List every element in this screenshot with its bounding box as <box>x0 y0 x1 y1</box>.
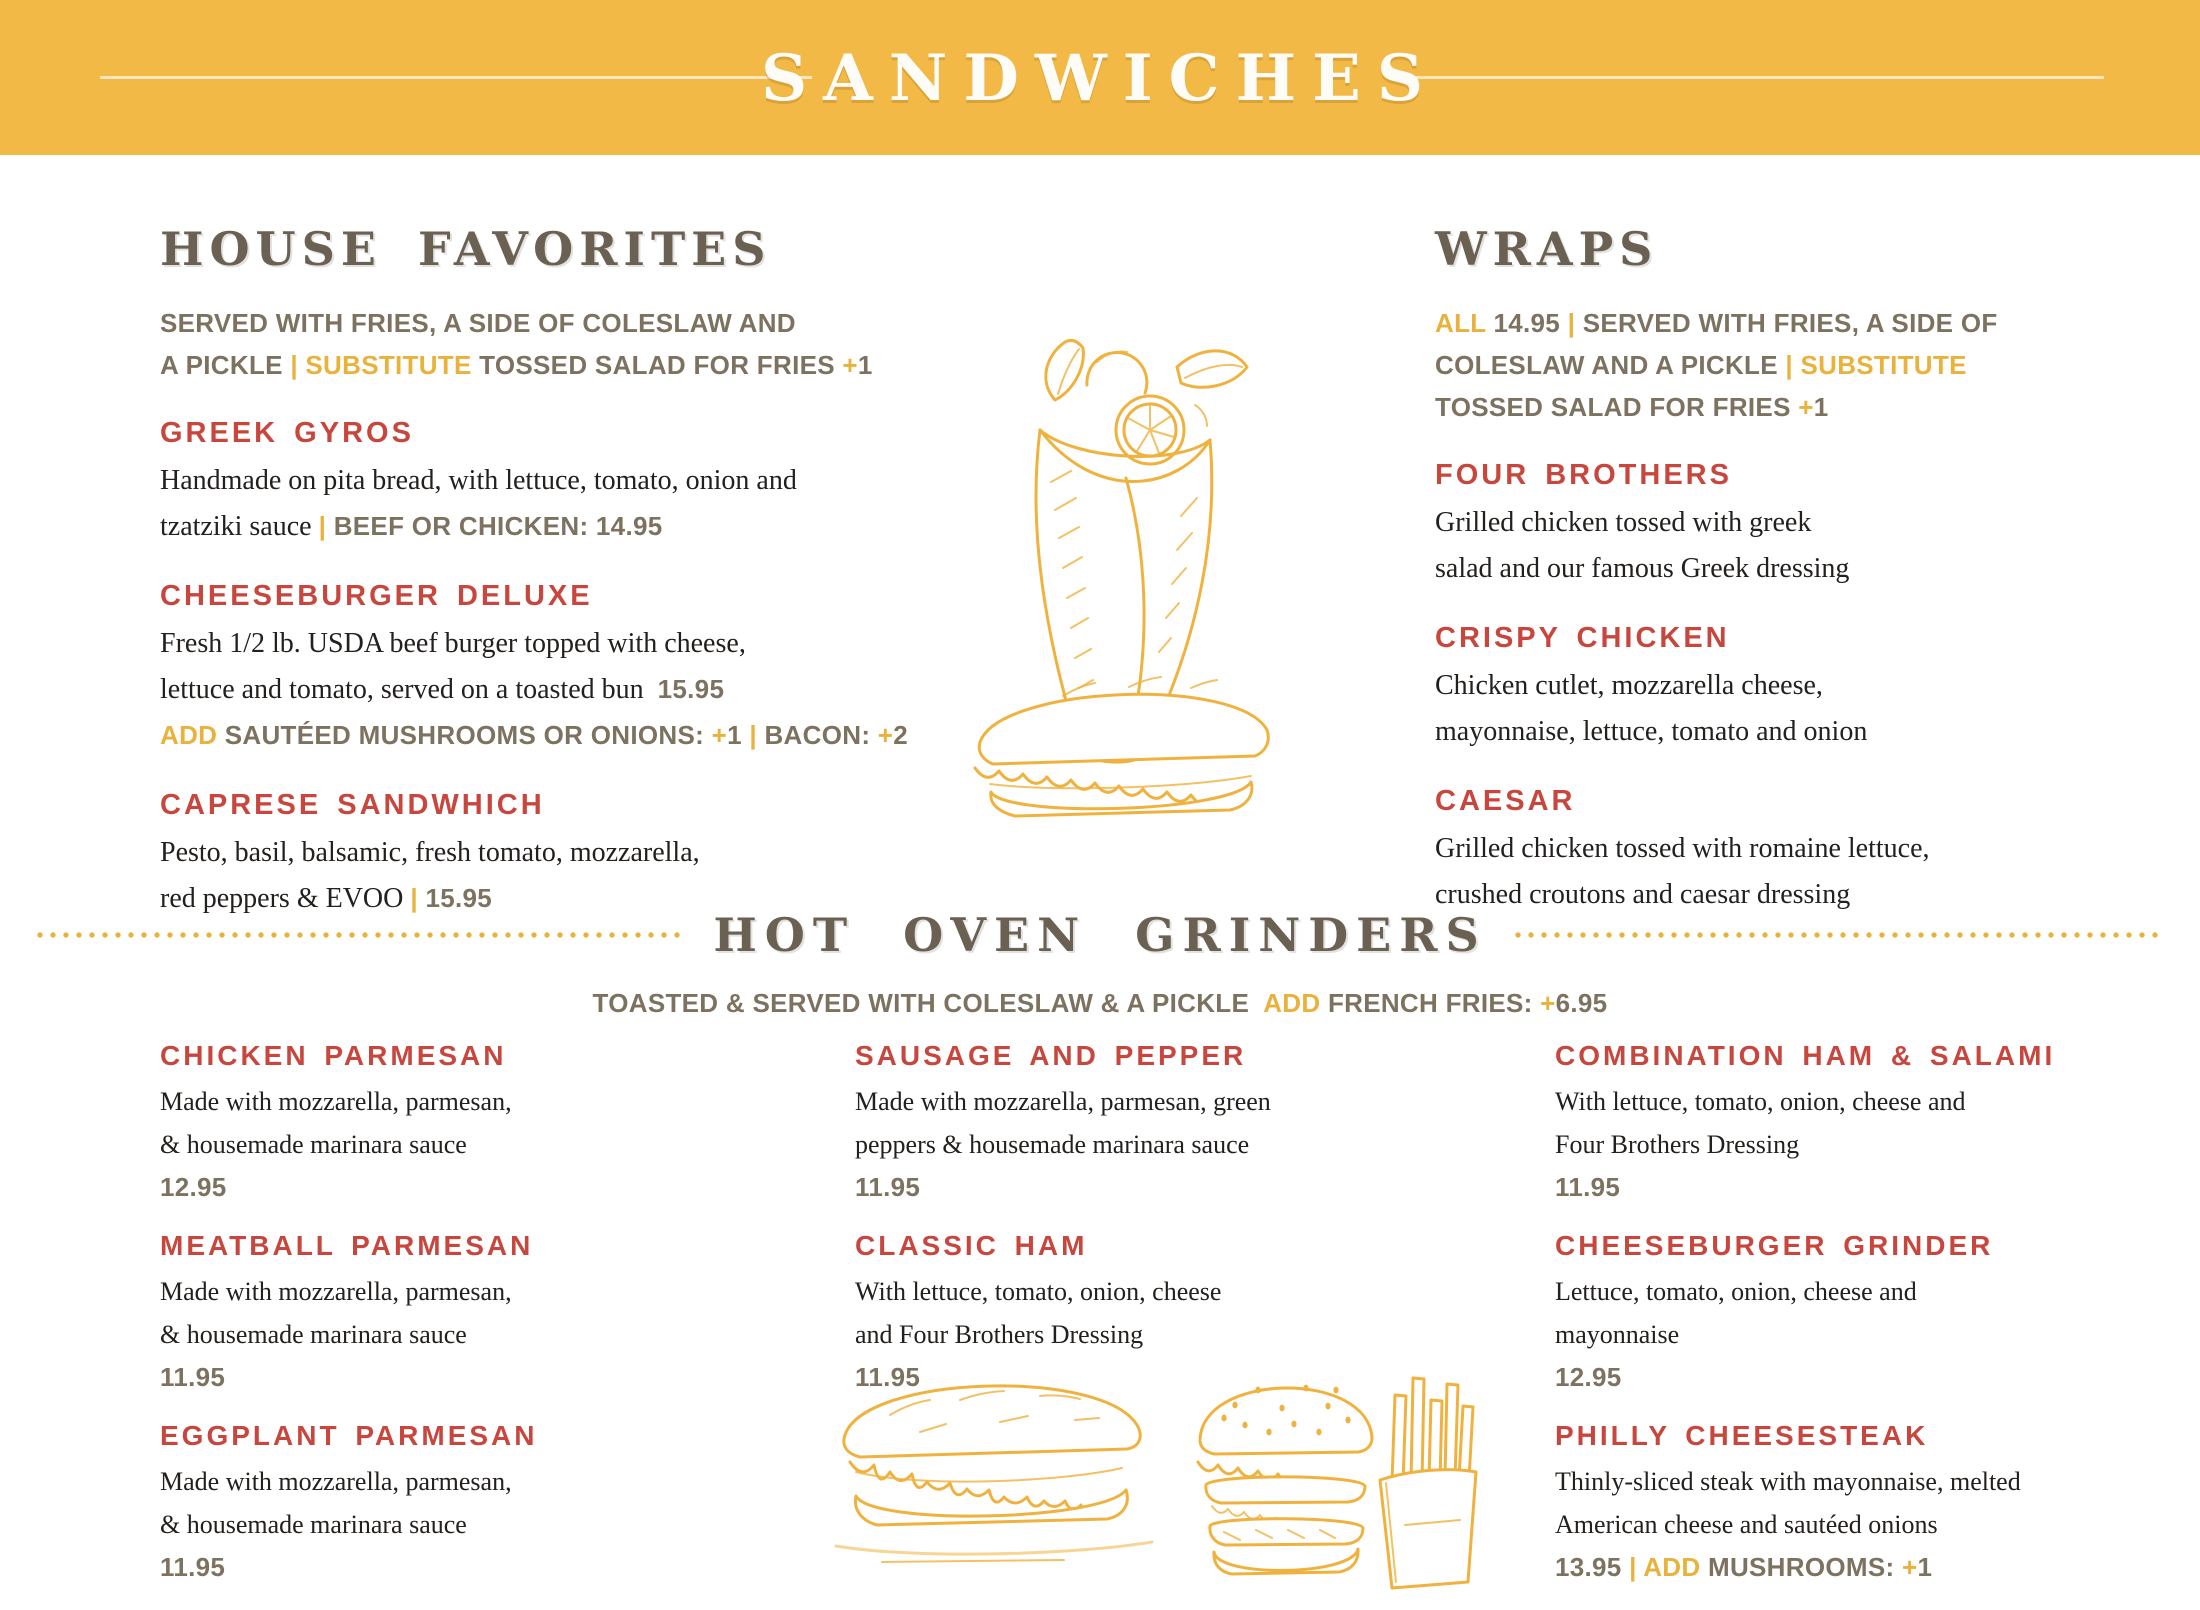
item-cheeseburger-deluxe <box>160 579 930 758</box>
sub-under-wrap-sketch <box>975 677 1268 816</box>
item-philly-cheesesteak <box>1555 1420 2175 1588</box>
section-house-favorites <box>160 222 930 921</box>
cheesesteak-sub-sketch-icon <box>836 1386 1152 1562</box>
item-name: COMBINATION HAM & SALAMI <box>1555 1040 2056 1071</box>
item-description: Handmade on pita bread, with lettuce, tomato, onion and tzatziki sauce | BEEF OR CHICKEN: 14.95 <box>160 465 797 542</box>
item-name: CRISPY CHICKEN <box>1435 622 1730 654</box>
section-wraps <box>1435 222 2135 917</box>
wrap-and-sub-illustration <box>945 310 1305 825</box>
dotted-rule-right <box>1515 932 2163 938</box>
item-name: CLASSIC HAM <box>855 1230 1088 1261</box>
wrap-sketch-icon <box>945 310 1305 825</box>
item-caprese-sandwhich <box>160 788 930 921</box>
page-title: SANDWICHES <box>760 41 1440 116</box>
item-description: With lettuce, tomato, onion, cheese and Four Brothers Dressing 11.95 <box>1555 1087 1966 1202</box>
banner <box>0 0 2200 155</box>
item-description: Lettuce, tomato, onion, cheese and mayonnaise 12.95 <box>1555 1277 1917 1392</box>
item-name: CAESAR <box>1435 785 1576 817</box>
item-description: Grilled chicken tossed with greek salad and our famous Greek dressing <box>1435 507 1850 584</box>
item-name: CHEESEBURGER GRINDER <box>1555 1230 1994 1261</box>
wraps-title: WRAPS <box>1435 222 1659 276</box>
item-description: Made with mozzarella, parmesan, & housemade marinara sauce 11.95 <box>160 1277 512 1392</box>
item-name: EGGPLANT PARMESAN <box>160 1420 538 1451</box>
item-sausage-and-pepper <box>855 1040 1505 1208</box>
grinders-column-3 <box>1555 1040 2175 1610</box>
grinders-column-1 <box>160 1040 800 1610</box>
grinders-title: HOT OVEN GRINDERS <box>713 908 1487 962</box>
sub-burger-fries-illustration <box>820 1320 1480 1599</box>
wrap-filling-sketch <box>1046 340 1247 464</box>
item-crispy-chicken <box>1435 621 2135 754</box>
item-name: CHICKEN PARMESAN <box>160 1040 507 1071</box>
bottom-sketch-icon <box>820 1320 1480 1599</box>
item-four-brothers <box>1435 458 2135 591</box>
item-description: Pesto, basil, balsamic, fresh tomato, mozzarella, red peppers & EVOO | 15.95 <box>160 837 700 914</box>
item-description: With lettuce, tomato, onion, cheese and Four Brothers Dressing 11.95 <box>855 1277 1222 1392</box>
item-name: FOUR BROTHERS <box>1435 459 1732 491</box>
item-description: Chicken cutlet, mozzarella cheese, mayonnaise, lettuce, tomato and onion <box>1435 670 1868 747</box>
item-greek-gyros <box>160 416 930 549</box>
item-description: Thinly-sliced steak with mayonnaise, melted American cheese and sautéed onions 13.95 | ADD MUSHROOMS: +1 <box>1555 1467 2021 1582</box>
item-description: Made with mozzarella, parmesan, & housemade marinara sauce 12.95 <box>160 1087 512 1202</box>
house-favorites-title: HOUSE FAVORITES <box>160 222 772 276</box>
item-cheeseburger-grinder <box>1555 1230 2175 1398</box>
dotted-rule-left <box>37 932 685 938</box>
item-description: Made with mozzarella, parmesan, & housemade marinara sauce 11.95 <box>160 1467 512 1582</box>
item-description: Fresh 1/2 lb. USDA beef burger topped with cheese, lettuce and tomato, served on a toasted bun 15.95 ADD SAUTÉED MUSHROOMS OR ONIONS: +1 | BACON: +2 <box>160 628 909 750</box>
item-name: MEATBALL PARMESAN <box>160 1230 534 1261</box>
item-combination-ham-salami <box>1555 1040 2175 1208</box>
wraps-intro: ALL 14.95 | SERVED WITH FRIES, A SIDE OF COLESLAW AND A PICKLE | SUBSTITUTE TOSSED SALAD FOR FRIES +1 <box>1435 308 1998 422</box>
burger-sketch-icon <box>1198 1385 1372 1574</box>
item-name: SAUSAGE AND PEPPER <box>855 1040 1247 1071</box>
item-name: GREEK GYROS <box>160 417 414 449</box>
fries-sketch-icon <box>1380 1378 1476 1588</box>
item-description: Made with mozzarella, parmesan, green peppers & housemade marinara sauce 11.95 <box>855 1087 1271 1202</box>
item-name: CHEESEBURGER DELUXE <box>160 580 593 612</box>
item-caesar <box>1435 784 2135 917</box>
grinders-divider <box>0 908 2200 962</box>
item-meatball-parmesan <box>160 1230 800 1398</box>
item-chicken-parmesan <box>160 1040 800 1208</box>
grinders-subtitle: TOASTED & SERVED WITH COLESLAW & A PICKLE ADD FRENCH FRIES: +6.95 <box>592 988 1608 1018</box>
house-favorites-intro: SERVED WITH FRIES, A SIDE OF COLESLAW AND A PICKLE | SUBSTITUTE TOSSED SALAD FOR FRIES +1 <box>160 308 873 380</box>
item-eggplant-parmesan <box>160 1420 800 1588</box>
item-name: CAPRESE SANDWHICH <box>160 789 545 821</box>
item-description: Grilled chicken tossed with romaine lettuce, crushed croutons and caesar dressing <box>1435 833 1930 910</box>
item-name: PHILLY CHEESESTEAK <box>1555 1420 1929 1451</box>
